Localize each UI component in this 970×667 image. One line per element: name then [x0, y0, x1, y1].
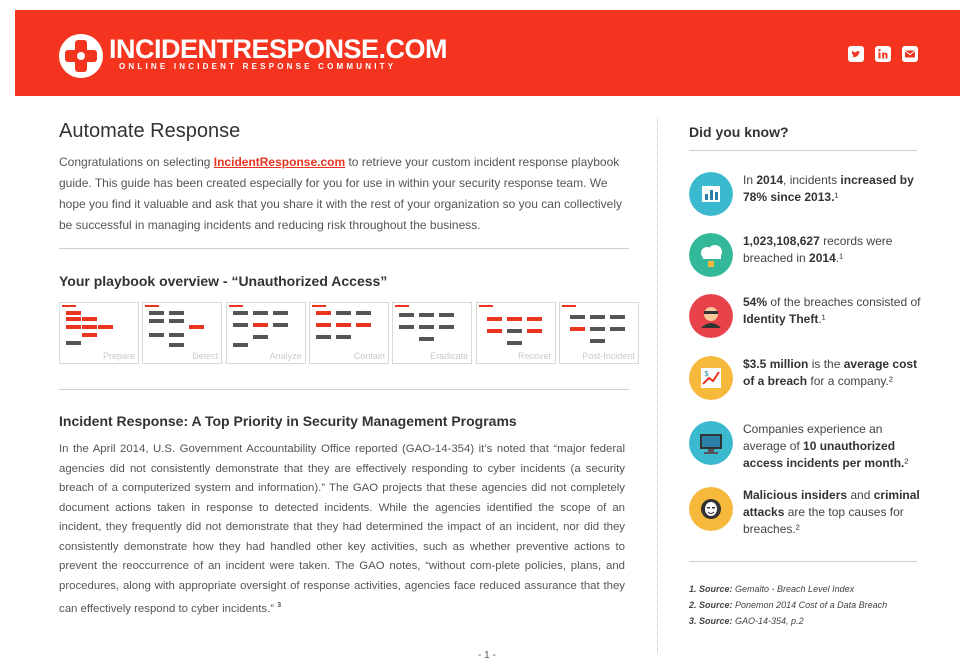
- thumbnail-step-box: [399, 325, 414, 329]
- thumbnail-step-box: [253, 311, 268, 315]
- thumbnail-step-box: [169, 319, 184, 323]
- thumbnail-step-box: [336, 323, 351, 327]
- divider: [59, 389, 629, 390]
- thumbnail-step-box: [149, 311, 164, 315]
- thumbnail-step-box: [233, 323, 248, 327]
- thumbnail-brand-mark: [395, 305, 409, 307]
- thumbnail-step-box: [590, 315, 605, 319]
- thumbnail-brand-mark: [229, 305, 243, 307]
- source-notes: [689, 584, 887, 632]
- divider: [59, 248, 629, 249]
- fact-item: [689, 294, 929, 344]
- fact-item: [689, 421, 929, 471]
- monitor-icon: [689, 421, 733, 465]
- thumbnail-step-box: [336, 311, 351, 315]
- thief-icon: [689, 294, 733, 338]
- hacker-mask-icon: [689, 487, 733, 531]
- fact-item: [689, 356, 929, 406]
- thumbnail-caption: Analyze: [269, 351, 302, 361]
- fact-text: 1,023,108,627 records were breached in 2014.¹: [743, 234, 893, 265]
- column-divider: [657, 118, 658, 653]
- money-chart-icon: [689, 356, 733, 400]
- sidebar-heading: Did you know?: [689, 124, 789, 140]
- thumbnail-caption: Detect: [192, 351, 219, 361]
- fact-item: [689, 172, 929, 222]
- thumbnail-step-box: [66, 311, 81, 315]
- svg-text:$: $: [704, 369, 710, 378]
- thumbnail-step-box: [610, 315, 625, 319]
- fact-item: [689, 487, 929, 537]
- thumbnail-brand-mark: [312, 305, 326, 307]
- thumbnail-step-box: [610, 327, 625, 331]
- thumbnail-step-box: [316, 335, 331, 339]
- thumbnail-step-box: [169, 343, 184, 347]
- fact-text: In 2014, incidents increased by 78% since 2013.¹: [743, 173, 914, 204]
- divider: [689, 561, 917, 562]
- thumbnail-step-box: [233, 343, 248, 347]
- section-body: In the April 2014, U.S. Government Accountability Office reported (GAO-14-354) it’s noted that “major federal agencies did not consistently demonstrate that they are effectively responding to cyber incidents (a security breach of a computerized system and information).” The GAO projects that these agencies did not completely document actions taken in response to detected incidents. While the agencies identified the scope of an incident, they frequently did not demonstrate that they had determined the impact of an incident, nor did they consistently demonstrate how they had handled other key activities, such as whether preventive actions to prevent the reoccurrence of an incident were taken. The GAO notes, “without com-plete policies, plans, and procedures, along with appropriate oversight of response activities, agencies face reduced assurance that they can effectively respond to cyber incidents.” $^3$: [59, 443, 625, 615]
- thumbnail-step-box: [149, 333, 164, 337]
- thumbnail-caption: Prepare: [102, 351, 135, 361]
- thumbnail-step-box: [66, 325, 81, 329]
- fact-text: Companies experience an average of 10 unauthorized access incidents per month.²: [743, 422, 909, 470]
- thumbnail-step-box: [590, 339, 605, 343]
- fact-text: 54% of the breaches consisted of Identity Theft.¹: [743, 295, 921, 326]
- section-heading: Incident Response: A Top Priority in Security Management Programs: [59, 413, 517, 429]
- playbook-thumbnail[interactable]: [392, 302, 472, 364]
- source-note: 3. Source: GAO-14-354, p.2: [689, 616, 804, 626]
- thumbnail-step-box: [439, 325, 454, 329]
- thumbnail-step-box: [399, 313, 414, 317]
- fact-text: Malicious insiders and criminal attacks are the top causes for breaches.²: [743, 488, 920, 536]
- thumbnail-step-box: [507, 341, 522, 345]
- thumbnail-step-box: [487, 329, 502, 333]
- thumbnail-step-box: [527, 317, 542, 321]
- thumbnail-step-box: [356, 311, 371, 315]
- thumbnail-step-box: [507, 329, 522, 333]
- cloud-data-icon: [689, 233, 733, 277]
- thumbnail-step-box: [169, 333, 184, 337]
- thumbnail-caption: Recover: [517, 351, 552, 361]
- logo-tagline: ONLINE INCIDENT RESPONSE COMMUNITY: [119, 62, 397, 71]
- playbook-thumbnail[interactable]: [559, 302, 639, 364]
- thumbnail-step-box: [336, 335, 351, 339]
- logo-cross-icon: [57, 32, 105, 80]
- thumbnail-brand-mark: [62, 305, 76, 307]
- playbook-thumbnail[interactable]: [476, 302, 556, 364]
- thumbnail-step-box: [253, 323, 268, 327]
- thumbnail-step-box: [316, 323, 331, 327]
- playbook-thumbnail[interactable]: [226, 302, 306, 364]
- footnote-ref: 3: [277, 602, 282, 609]
- divider: [689, 150, 917, 151]
- fact-item: [689, 233, 929, 283]
- fact-text: $3.5 million is the average cost of a breach for a company.²: [743, 357, 918, 388]
- playbook-thumbnail[interactable]: [142, 302, 222, 364]
- thumbnail-step-box: [570, 327, 585, 331]
- thumbnail-step-box: [273, 323, 288, 327]
- thumbnail-step-box: [507, 317, 522, 321]
- twitter-icon[interactable]: [848, 46, 864, 62]
- page-title: Automate Response: [59, 120, 241, 142]
- thumbnail-step-box: [527, 329, 542, 333]
- chart-icon: [689, 172, 733, 216]
- thumbnail-step-box: [316, 311, 331, 315]
- thumbnail-caption: Contain: [353, 351, 385, 361]
- playbook-thumbnail[interactable]: [59, 302, 139, 364]
- thumbnail-step-box: [149, 319, 164, 323]
- playbook-heading: Your playbook overview - “Unauthorized Access”: [59, 273, 388, 289]
- thumbnail-step-box: [253, 335, 268, 339]
- playbook-thumbnails: [59, 302, 639, 364]
- thumbnail-step-box: [66, 317, 81, 321]
- thumbnail-step-box: [570, 315, 585, 319]
- playbook-thumbnail[interactable]: [309, 302, 389, 364]
- thumbnail-step-box: [439, 313, 454, 317]
- thumbnail-step-box: [419, 325, 434, 329]
- thumbnail-step-box: [419, 313, 434, 317]
- thumbnail-step-box: [82, 317, 97, 321]
- thumbnail-brand-mark: [479, 305, 493, 307]
- thumbnail-caption: Eradicate: [430, 351, 469, 361]
- thumbnail-step-box: [590, 327, 605, 331]
- thumbnail-step-box: [233, 311, 248, 315]
- thumbnail-step-box: [66, 341, 81, 345]
- thumbnail-step-box: [356, 323, 371, 327]
- source-note: 1. Source: Gemalto - Breach Level Index: [689, 584, 855, 594]
- thumbnail-caption: Post-Incident: [582, 351, 635, 361]
- incidentresponse-link[interactable]: IncidentResponse.com: [213, 155, 346, 169]
- thumbnail-step-box: [169, 311, 184, 315]
- page-number: - 1 -: [478, 650, 496, 661]
- thumbnail-step-box: [273, 311, 288, 315]
- thumbnail-step-box: [419, 337, 434, 341]
- thumbnail-step-box: [82, 325, 97, 329]
- thumbnail-step-box: [487, 317, 502, 321]
- intro-paragraph: Congratulations on selecting IncidentResponse.com to retrieve your custom incident response playbook guide. This guide has been created especially for you for use in within your security response team. We hope you find it valuable and ask that you share it with the rest of your organization so you can collectively be successful in managing incidents and reducing risk throughout the business.: [59, 155, 622, 232]
- source-note: 2. Source: Ponemon 2014 Cost of a Data Breach: [689, 600, 888, 610]
- linkedin-icon[interactable]: [875, 46, 891, 62]
- thumbnail-step-box: [82, 333, 97, 337]
- logo-wordmark: INCIDENTRESPONSE.COM: [109, 34, 448, 64]
- thumbnail-brand-mark: [562, 305, 576, 307]
- thumbnail-step-box: [189, 325, 204, 329]
- site-header: [15, 10, 960, 96]
- thumbnail-brand-mark: [145, 305, 159, 307]
- email-icon[interactable]: [902, 46, 918, 62]
- thumbnail-step-box: [98, 325, 113, 329]
- site-logo[interactable]: [57, 32, 448, 82]
